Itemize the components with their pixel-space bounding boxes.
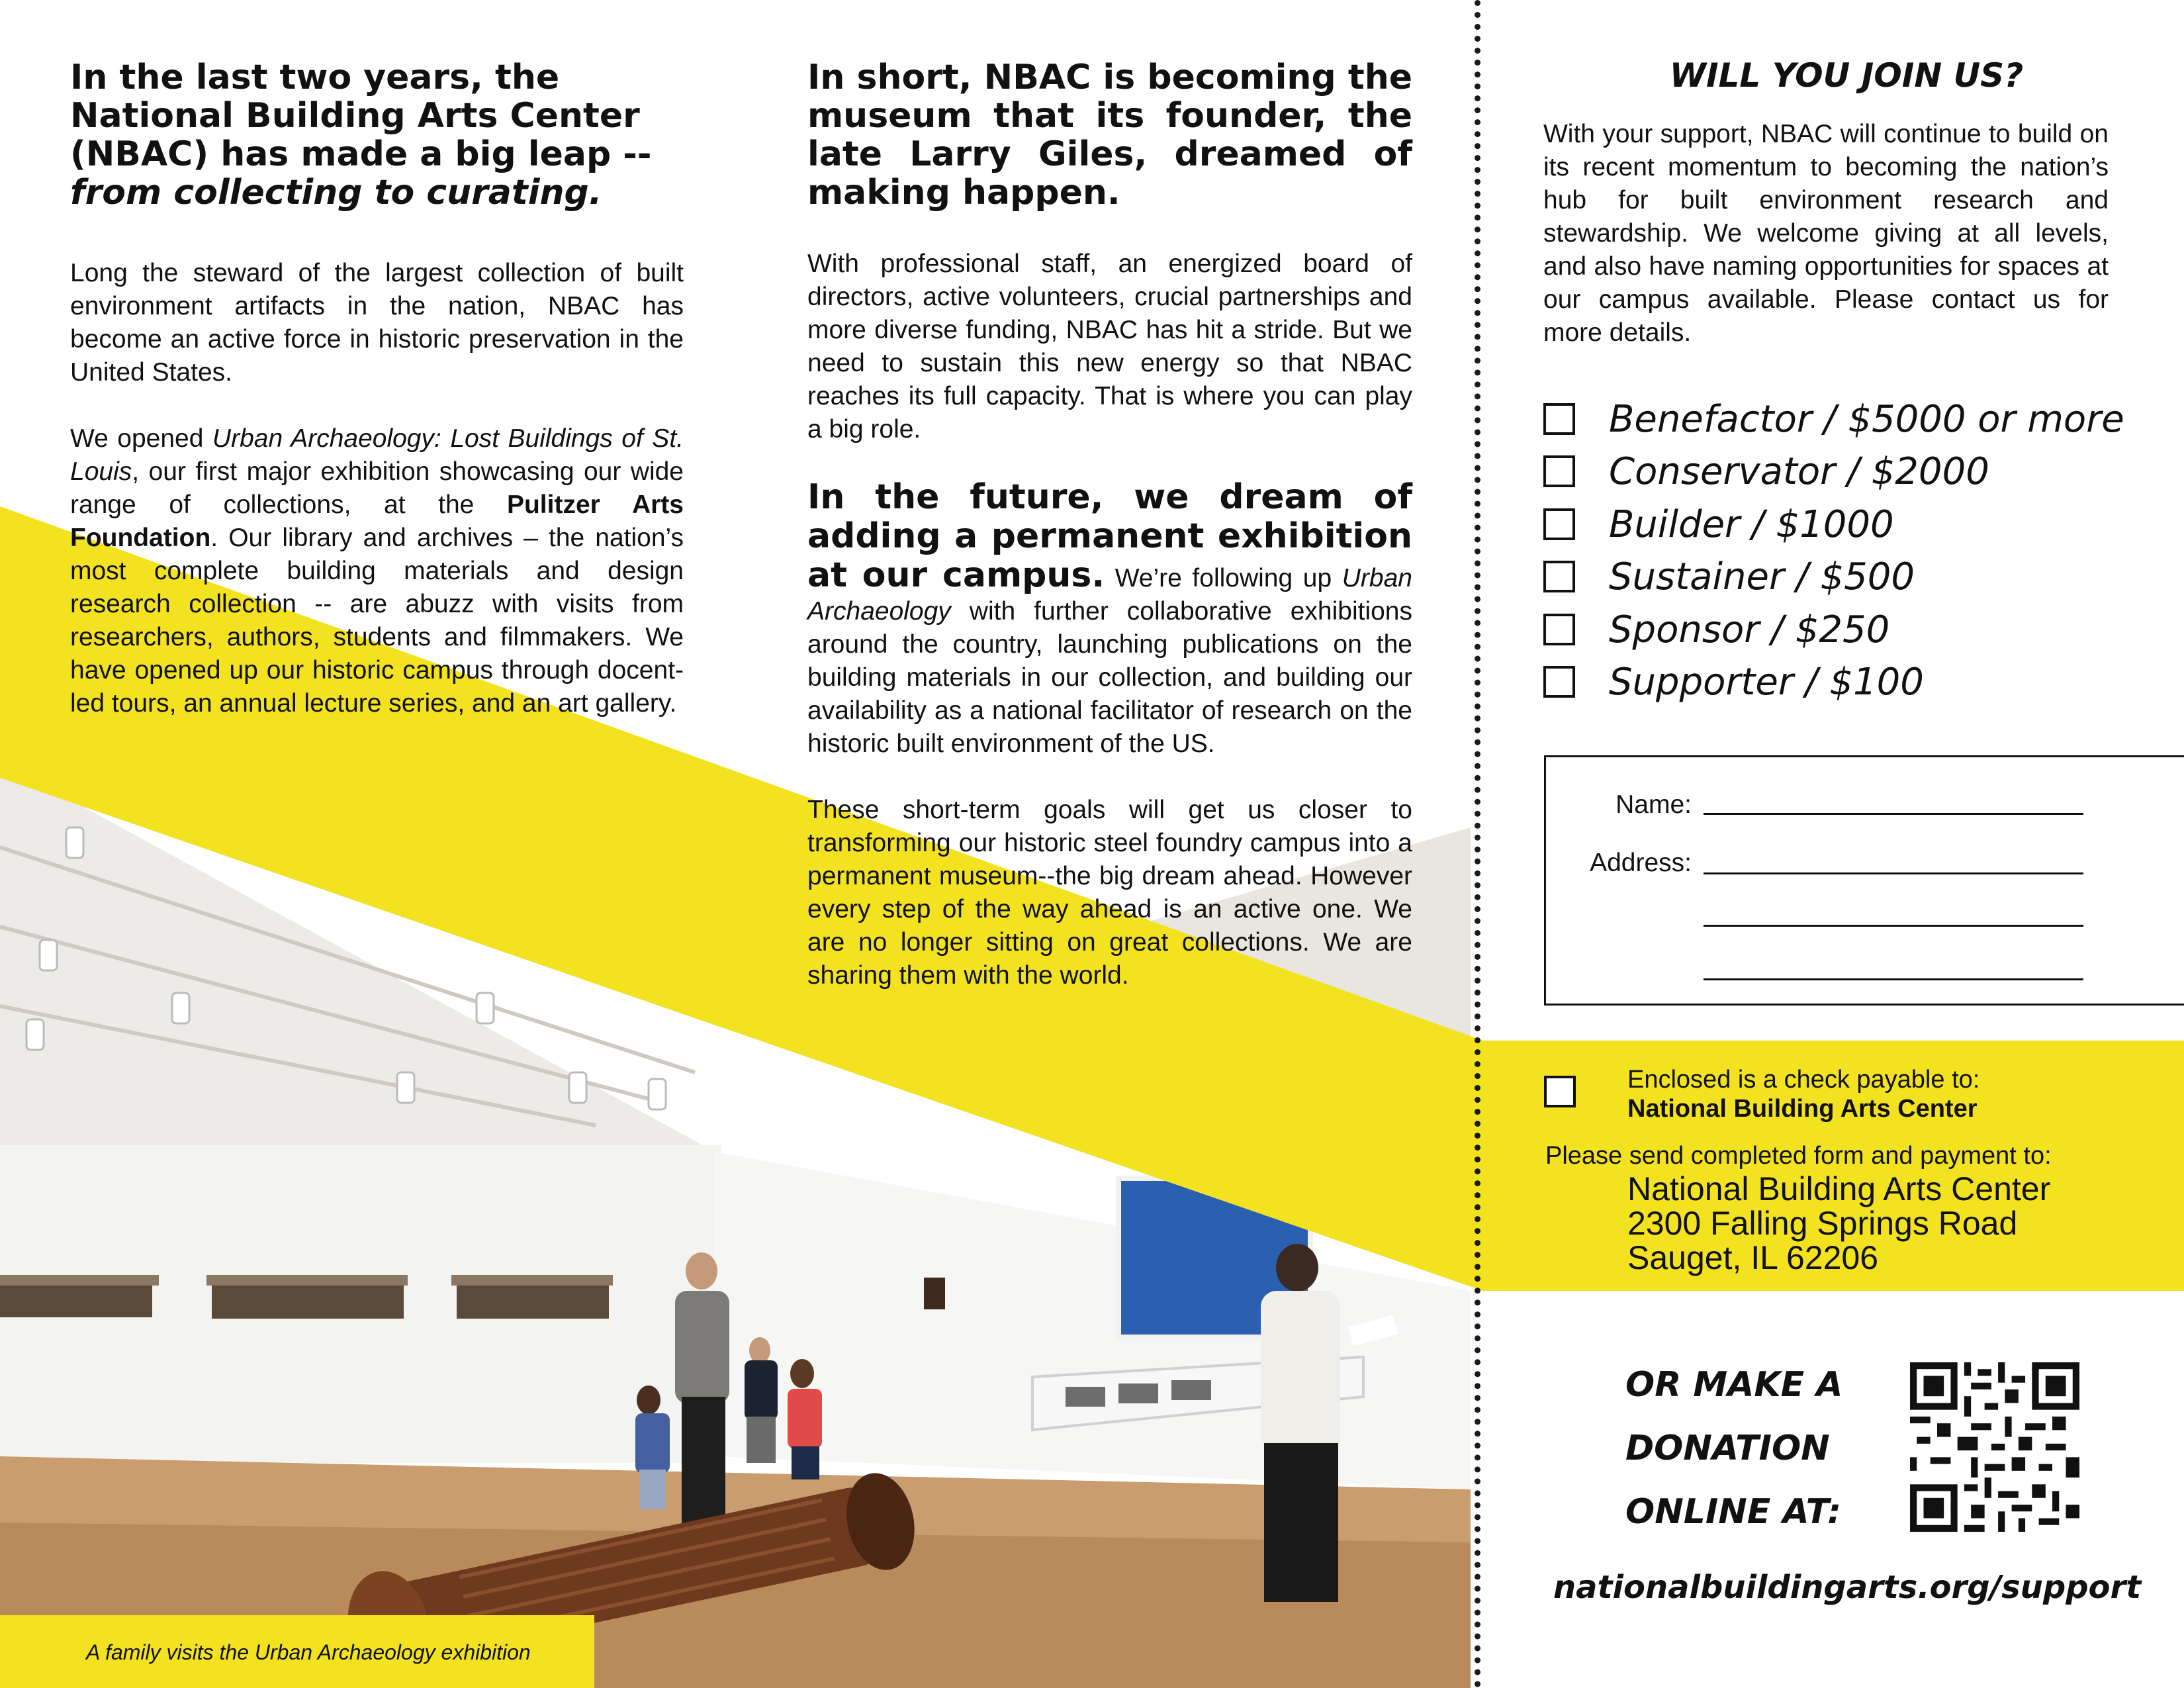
checkbox-icon[interactable] — [1543, 614, 1575, 645]
future-post: with further collaborative exhibitions around the country, launching publications on the building materials in our collection, and building our availability as a national facilitator of research on the historic built environment of the US. — [807, 597, 1412, 758]
level-option-supporter[interactable] — [1543, 659, 1924, 705]
middle-para-1: With professional staff, an energized board of directors, active volunteers, crucial partnerships and more diverse funding, NBAC has hit a stride. But we need to sustain this new energy so that NBAC reaches its full capacity. That is where you can play a big role. — [807, 250, 1412, 444]
middle-para-3: These short-term goals will get us closer to transforming our historic steel foundry campus into a permanent museum--the big dream ahead. However every step of the way ahead is an active one. We are no longer sitting on great collections. We are sharing them with the world. — [807, 796, 1412, 990]
level-option-builder[interactable] — [1543, 501, 1894, 547]
future-paragraph — [807, 478, 1412, 761]
donation-url-link[interactable]: nationalbuildingarts.org/support — [1553, 1569, 2142, 1606]
future-pre: We’re following up — [1105, 564, 1342, 592]
address-label: Address: — [1590, 849, 1692, 877]
qr-code-icon[interactable] — [1910, 1362, 2079, 1532]
address-field-line-2[interactable] — [1704, 925, 2083, 927]
left-para-2-post: . Our library and archives – the nation’s most complete building materials and design research collection -- are abuzz with visits from researchers, authors, students and filmmakers. We have opened up our historic campus through docent-led tours, an annual lecture series, and an art gallery. — [70, 524, 684, 718]
pulitzer-name: Pulitzer Arts Foundation — [70, 491, 684, 552]
left-heading-italic: from collecting to curating. — [70, 173, 602, 212]
left-para-2-pre: We opened — [70, 424, 212, 453]
checkbox-icon[interactable] — [1543, 455, 1575, 487]
level-option-benefactor[interactable] — [1543, 396, 2124, 442]
future-italic: Urban Archaeology — [807, 564, 1412, 626]
fold-dotted-line — [1475, 0, 1480, 1688]
send-to-label: Please send completed form and payment to: — [1545, 1142, 2052, 1170]
left-heading — [70, 58, 684, 212]
join-body: With your support, NBAC will continue to build on its recent momentum to becoming the nation’s hub for built environment research and stewardship. We welcome giving at all levels, and also have naming opportunities for spaces at our campus available. Please contact us for more details. — [1543, 120, 2109, 347]
left-para-2 — [70, 422, 684, 720]
left-para-1: Long the steward of the largest collection of built environment artifacts in the nation, NBAC has become an active force in historic preservation in the United States. — [70, 259, 684, 387]
level-label: Builder / $1000 — [1609, 502, 1894, 546]
level-option-sustainer[interactable] — [1543, 553, 1915, 600]
level-label: Sustainer / $500 — [1609, 555, 1915, 598]
level-label: Sponsor / $250 — [1609, 608, 1890, 651]
level-label: Supporter / $100 — [1609, 660, 1924, 704]
check-checkbox-icon[interactable] — [1544, 1076, 1576, 1107]
checkbox-icon[interactable] — [1543, 666, 1575, 698]
name-field[interactable] — [1704, 813, 2083, 815]
online-line-3: ONLINE AT: — [1625, 1492, 1842, 1532]
exhibition-title: Urban Archaeology: Lost Buildings of St. Louis — [70, 424, 684, 486]
check-line-2: National Building Arts Center — [1627, 1095, 1978, 1123]
checkbox-icon[interactable] — [1543, 403, 1575, 435]
level-label: Conservator / $2000 — [1609, 449, 1989, 493]
address-line-1: National Building Arts Center — [1627, 1170, 2051, 1207]
checkbox-icon[interactable] — [1543, 561, 1575, 592]
photo-caption: A family visits the Urban Archaeology exhibition — [86, 1640, 531, 1664]
address-line-3: Sauget, IL 62206 — [1627, 1239, 1879, 1276]
name-label: Name: — [1615, 790, 1692, 819]
check-line-1: Enclosed is a check payable to: — [1627, 1066, 1980, 1094]
online-line-2: DONATION — [1625, 1429, 1830, 1468]
future-heading: In the future, we dream of adding a permanent exhibition at our campus. — [807, 477, 1412, 595]
level-label: Benefactor / $5000 or more — [1609, 397, 2124, 441]
address-field-line-3[interactable] — [1704, 978, 2083, 980]
join-title: WILL YOU JOIN US? — [1669, 56, 2024, 95]
level-option-sponsor[interactable] — [1543, 606, 1889, 653]
level-option-conservator[interactable] — [1543, 448, 1989, 494]
address-field-line-1[interactable] — [1704, 872, 2083, 874]
middle-column — [807, 58, 1412, 992]
checkbox-icon[interactable] — [1543, 508, 1575, 540]
middle-heading: In short, NBAC is becoming the museum that its founder, the late Larry Giles, dreamed of making happen. — [807, 58, 1412, 212]
left-column — [70, 58, 684, 720]
address-line-2: 2300 Falling Springs Road — [1627, 1205, 2018, 1242]
online-line-1: OR MAKE A — [1625, 1365, 1843, 1405]
left-para-2-mid: , our first major exhibition showcasing our wide range of collections, at the — [70, 457, 684, 519]
left-heading-line: In the last two years, the National Building Arts Center (NBAC) has made a big leap -- — [70, 58, 652, 174]
